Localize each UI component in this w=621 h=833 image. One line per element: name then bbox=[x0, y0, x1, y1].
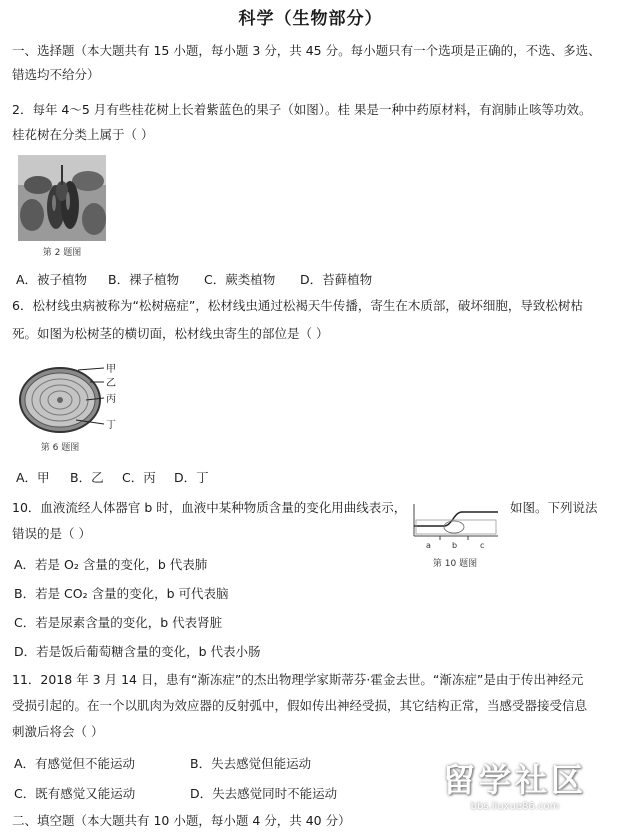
osmanthus-fruit-photo bbox=[18, 155, 106, 241]
q10-option-d: D．若是饭后葡萄糖含量的变化，b 代表小肠 bbox=[14, 644, 261, 659]
q6-option-b: B．乙 bbox=[70, 470, 104, 485]
section1-heading: 一、选择题（本大题共有 15 小题，每小题 3 分，共 45 分。每小题只有一个选项是正确的，不选、多选、 bbox=[12, 43, 601, 58]
q10-figure-caption: 第 10 题图 bbox=[432, 559, 478, 569]
q11-option-b: B．失去感觉但能运动 bbox=[190, 756, 312, 771]
q10-option-c: C．若是尿素含量的变化，b 代表肾脏 bbox=[14, 615, 223, 630]
q2-option-b: B．裸子植物 bbox=[108, 272, 180, 287]
q6-figure-caption: 第 6 题图 bbox=[40, 443, 80, 453]
q6-label-jia: 甲 bbox=[106, 364, 116, 375]
q6-label-ding: 丁 bbox=[106, 420, 116, 431]
q10-stem-end: 如图。下列说法 bbox=[510, 500, 598, 515]
q2-stem: 2．每年 4～5 月有些桂花树上长着紫蓝色的果子（如图）。桂 果是一种中药原材料，有润肺止咳等功效。 bbox=[12, 102, 592, 117]
site-watermark bbox=[425, 759, 605, 829]
q6-option-d: D．丁 bbox=[174, 470, 209, 485]
q10-option-b: B．若是 CO₂ 含量的变化，b 可代表脑 bbox=[14, 586, 229, 601]
q2-stem-cont: 桂花树在分类上属于（ ） bbox=[12, 127, 154, 142]
q10-label-b: b bbox=[452, 541, 458, 550]
q11-stem-cont1: 受损引起的。在一个以肌肉为效应器的反射弧中，假如传出神经受损，其它结构正常，当感受器接受信息 bbox=[12, 698, 588, 713]
q6-stem: 6．松材线虫病被称为“松树癌症”，松材线虫通过松褐天牛传播，寄生在木质部，破坏细胞，导致松树枯 bbox=[12, 298, 583, 313]
q6-option-c: C．丙 bbox=[122, 470, 156, 485]
blood-flow-curve-diagram bbox=[410, 500, 500, 552]
q10-option-a: A．若是 O₂ 含量的变化，b 代表肺 bbox=[14, 557, 208, 572]
q11-option-c: C．既有感觉又能运动 bbox=[14, 786, 136, 801]
q6-label-yi: 乙 bbox=[106, 378, 116, 389]
q6-label-bing: 丙 bbox=[106, 394, 116, 405]
q11-stem: 11．2018 年 3 月 14 日，患有“渐冻症”的杰出物理学家斯蒂芬·霍金去世。“渐冻症”是由于传出神经元 bbox=[12, 672, 584, 687]
q6-option-a: A．甲 bbox=[16, 470, 50, 485]
q2-option-d: D．苔藓植物 bbox=[300, 272, 373, 287]
section1-heading-cont: 错选均不给分） bbox=[12, 67, 100, 82]
watermark-url: bbs.liuxue86.com bbox=[470, 801, 560, 812]
q10-label-a: a bbox=[426, 541, 431, 550]
q6-stem-cont: 死。如图为松树茎的横切面，松材线虫寄生的部位是（ ） bbox=[12, 326, 329, 341]
q11-option-d: D．失去感觉同时不能运动 bbox=[190, 786, 338, 801]
q10-figure bbox=[410, 500, 500, 569]
watermark-logo-text: 留学社区 bbox=[442, 761, 587, 799]
q10-stem: 10．血液流经人体器官 b 时，血液中某种物质含量的变化用曲线表示， bbox=[12, 500, 407, 515]
pine-stem-cross-section bbox=[16, 362, 126, 436]
q6-figure bbox=[16, 362, 126, 452]
q10-label-c: c bbox=[480, 541, 485, 550]
q11-option-a: A．有感觉但不能运动 bbox=[14, 756, 136, 771]
q2-figure bbox=[18, 155, 106, 257]
q2-option-a: A．被子植物 bbox=[16, 272, 88, 287]
section2-heading: 二、填空题（本大题共有 10 小题，每小题 4 分，共 40 分） bbox=[12, 813, 351, 828]
q11-stem-cont2: 刺激后将会（ ） bbox=[12, 724, 104, 739]
q10-stem-cont: 错误的是（ ） bbox=[12, 526, 91, 541]
q2-figure-caption: 第 2 题图 bbox=[42, 248, 82, 258]
q2-option-c: C．蕨类植物 bbox=[204, 272, 276, 287]
page-title: 科学（生物部分） bbox=[238, 9, 383, 29]
